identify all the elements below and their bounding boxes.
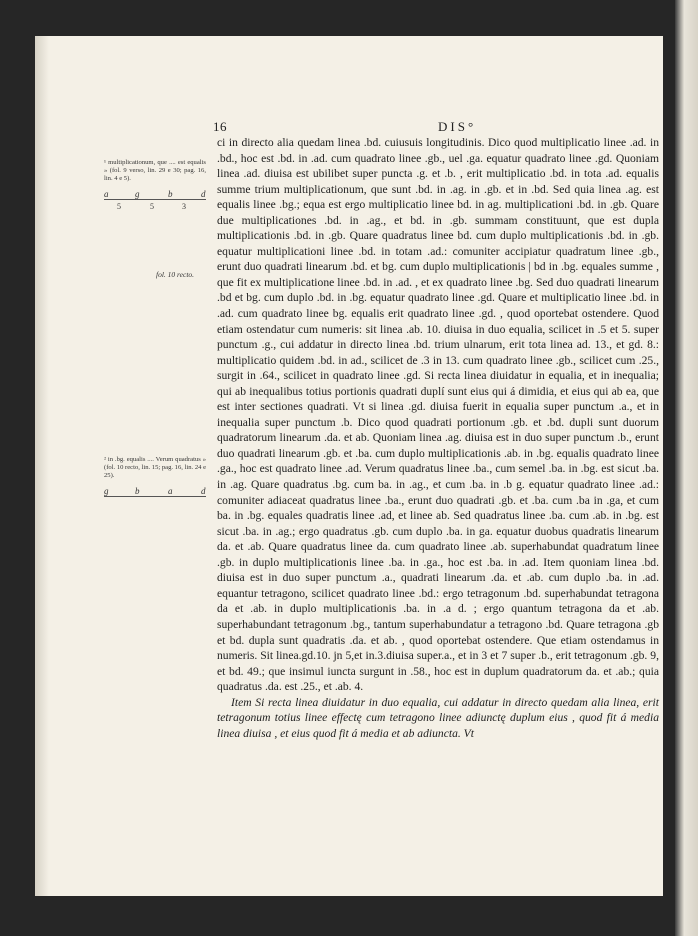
running-head: DIS° bbox=[438, 119, 477, 134]
page-header bbox=[213, 119, 683, 135]
figure-number: 5 bbox=[117, 202, 121, 211]
margin-note-2: ² in .bg. equalis .... Verum quadratus » (fol. 10 recto, lin. 15; pag. 16, lin. 24 e 25). bbox=[104, 456, 207, 479]
body-text bbox=[217, 135, 659, 741]
spine-shadow bbox=[35, 36, 49, 896]
figure-point: a bbox=[104, 189, 109, 199]
folio-reference: fol. 10 recto. bbox=[156, 270, 195, 279]
figure-number: 5 bbox=[150, 202, 154, 211]
figure-point: d bbox=[201, 189, 206, 199]
figure-point: a bbox=[168, 486, 173, 496]
margin-note-1: ¹ multiplicationum, que .... est equalis » (fol. 9 verso, lin. 29 e 30; pag. 16, lin. 4 e 5). bbox=[104, 159, 206, 182]
figure-line-gbad bbox=[104, 487, 206, 497]
body-paragraph: ci in directo alia quedam linea .bd. cuiusuis longitudinis. Dico quod multiplicatio linee .ad. in .bd., hoc est .bd. in .ad. cum quadrato linee .gb., uel .ga. equatur quadrato linee .gd. Quoniam linea .ad. diuisa est ubilibet super puncta .g. et .b. , erit multiplicatio .bd. in tota .ad. equalis summe trium multiplicationum, que sunt .bd. in .ag. in .gb. et in .bd. Sed quia linea .ag. est equalis linee .bg.; equa est ergo multiplicatio linee bd. in ag. multiplicationi .bd. in .gb. Quare due multiplicationes .bd. in .ag., et bd. in .gb. summam constituunt, que est dupla multiplicationis .bd. in .gb. Quare quadratus linee bd. cum duplo multiplicationis .bd. in .gb. equatur multiplicationi linee .bd. in totam .ad.: comuniter accipiatur quadratum linee .gb., erunt duo quadrati linearum .bd. et bg. cum duplo multiplicationis | bd in .bg. equales summe , que fit ex multiplicatione linee .bd. in .ad. , et ex quadrato linee .bg. Sed duo quadrati linearum .bd et bg. cum duplo .bd. in .bg. equatur quadrato linee .gd. Quare et multiplicatio linee .bd. in .ad. cum quadrato linee bg. equalis erit quadrato linee .gd. , quod oportebat ostendere. Quod etiam ostendatur cum numeris: sit linea .ab. 10. diuisa in duo equalia, scilicet in .5 et 5. super punctum .g., cui addatur in directo linea .bd. trium ulnarum, erit tota linea ad. 13., et gd. 8.: multiplicatio quidem .bd. in ad., scilicet de .3 in 13. cum quadrato linee .gb., scilicet cum .25., surgit in .64., scilicet in quadrato linee .gd. Si recta linea diuidatur in equalia, et in inequalia; qui ab inequalibus totius portionis quadrati duplí sunt eius qui á dimidia, et eius qui ab ea, que est inter sectiones quadrati. Vt si linea .gd. diuisa fuerit in equalia super punctum .a., et in inequalia super punctum .b. Dico quod quadrati portionum .gb. et .bd. dupli sunt duorum quadratorum linearum .da. et ab. Quoniam linea .ag. diuisa est in duo super punctum .b., erunt duo quadrati linearum .gb. et .ba. cum duplo multiplicationis .ab. in .bg. equalis quadrato linee .ga., hoc est quadrato linee .ad. Verum quadratus linee .ba., cum semel .ba. in .bg. est sicut .ba. in .ag. Quare quadratus .bg. cum ba. in .ag., et cum .ba. in .b g. equatur quadrato linee .ad.: comuniter adiaceat quadratus linee .ba., erunt duo quadrati .gb. et .ba. cum .ba in .ga, et cum ba. in .bg. equales quadratis linee .ad, et linee ab. Sed quadratus linee .ba. cum .ab. in .bg. est sicut .ba. in .ag.; ergo quadratus .gb. cum duplo .ba. in ga. equatur duobus quadratis linearum da. et .ab. Quare quadratus linee da. cum quadrato linee .ab. superhabundat quadratum linee .gb. in duplo multiplicationis linee .ba. in .ga., hoc est .ba. in .ad. Item quoniam linea .bd. diuisa est in duo super punctum .a., quadrati linearum .da. et .ab. cum duplo .ba. in .ad. equantur tetragono, scilicet quadrato linee .bd.: ergo tetragonum .bd. superhabundat tetragona da et .ab. in duplo multiplicationis .ba. in .a d. ; ergo quantum tetragona da et .ab. superhabundant tetragonum .bg., tantum superhabundatur a tetragono .bd. Quare tetragona .gb et bd. dupla sunt quadratis .da. et ab. , quod oportebat ostendere. Que etiam ostendamus in numeris. Sit linea.gd.10. jn 5,et in.3.diuisa super.a., et in 3 et 7 super .b., erit tetragonum .gb. 9, et bd. 49.; que insimul iuncta surgunt in .58., hoc est in duplum quadratorum da. et .ab.; quia quadratus .da. est .25., et .ab. 4. bbox=[217, 136, 659, 694]
figure-point: g bbox=[135, 189, 140, 199]
body-paragraph: Item Si recta linea diuidatur in duo equalia, cui addatur in directo quedam alia linea, erit tetragonum totius linee effectę cum tetragono linee adiunctę duplum eius , quod fit á media linea diuisa , et eius quod fit á media et ab adiuncta. Vt bbox=[217, 695, 659, 740]
figure-number: 3 bbox=[182, 202, 186, 211]
figure-point: d bbox=[201, 486, 206, 496]
figure-point: b bbox=[135, 486, 140, 496]
figure-line-agbd bbox=[104, 189, 206, 211]
figure-point: g bbox=[104, 486, 109, 496]
figure-point: b bbox=[168, 189, 173, 199]
page-number: 16 bbox=[213, 119, 227, 134]
next-page-edge bbox=[675, 0, 698, 936]
figure-segment bbox=[104, 496, 206, 497]
figure-segment bbox=[104, 199, 206, 200]
